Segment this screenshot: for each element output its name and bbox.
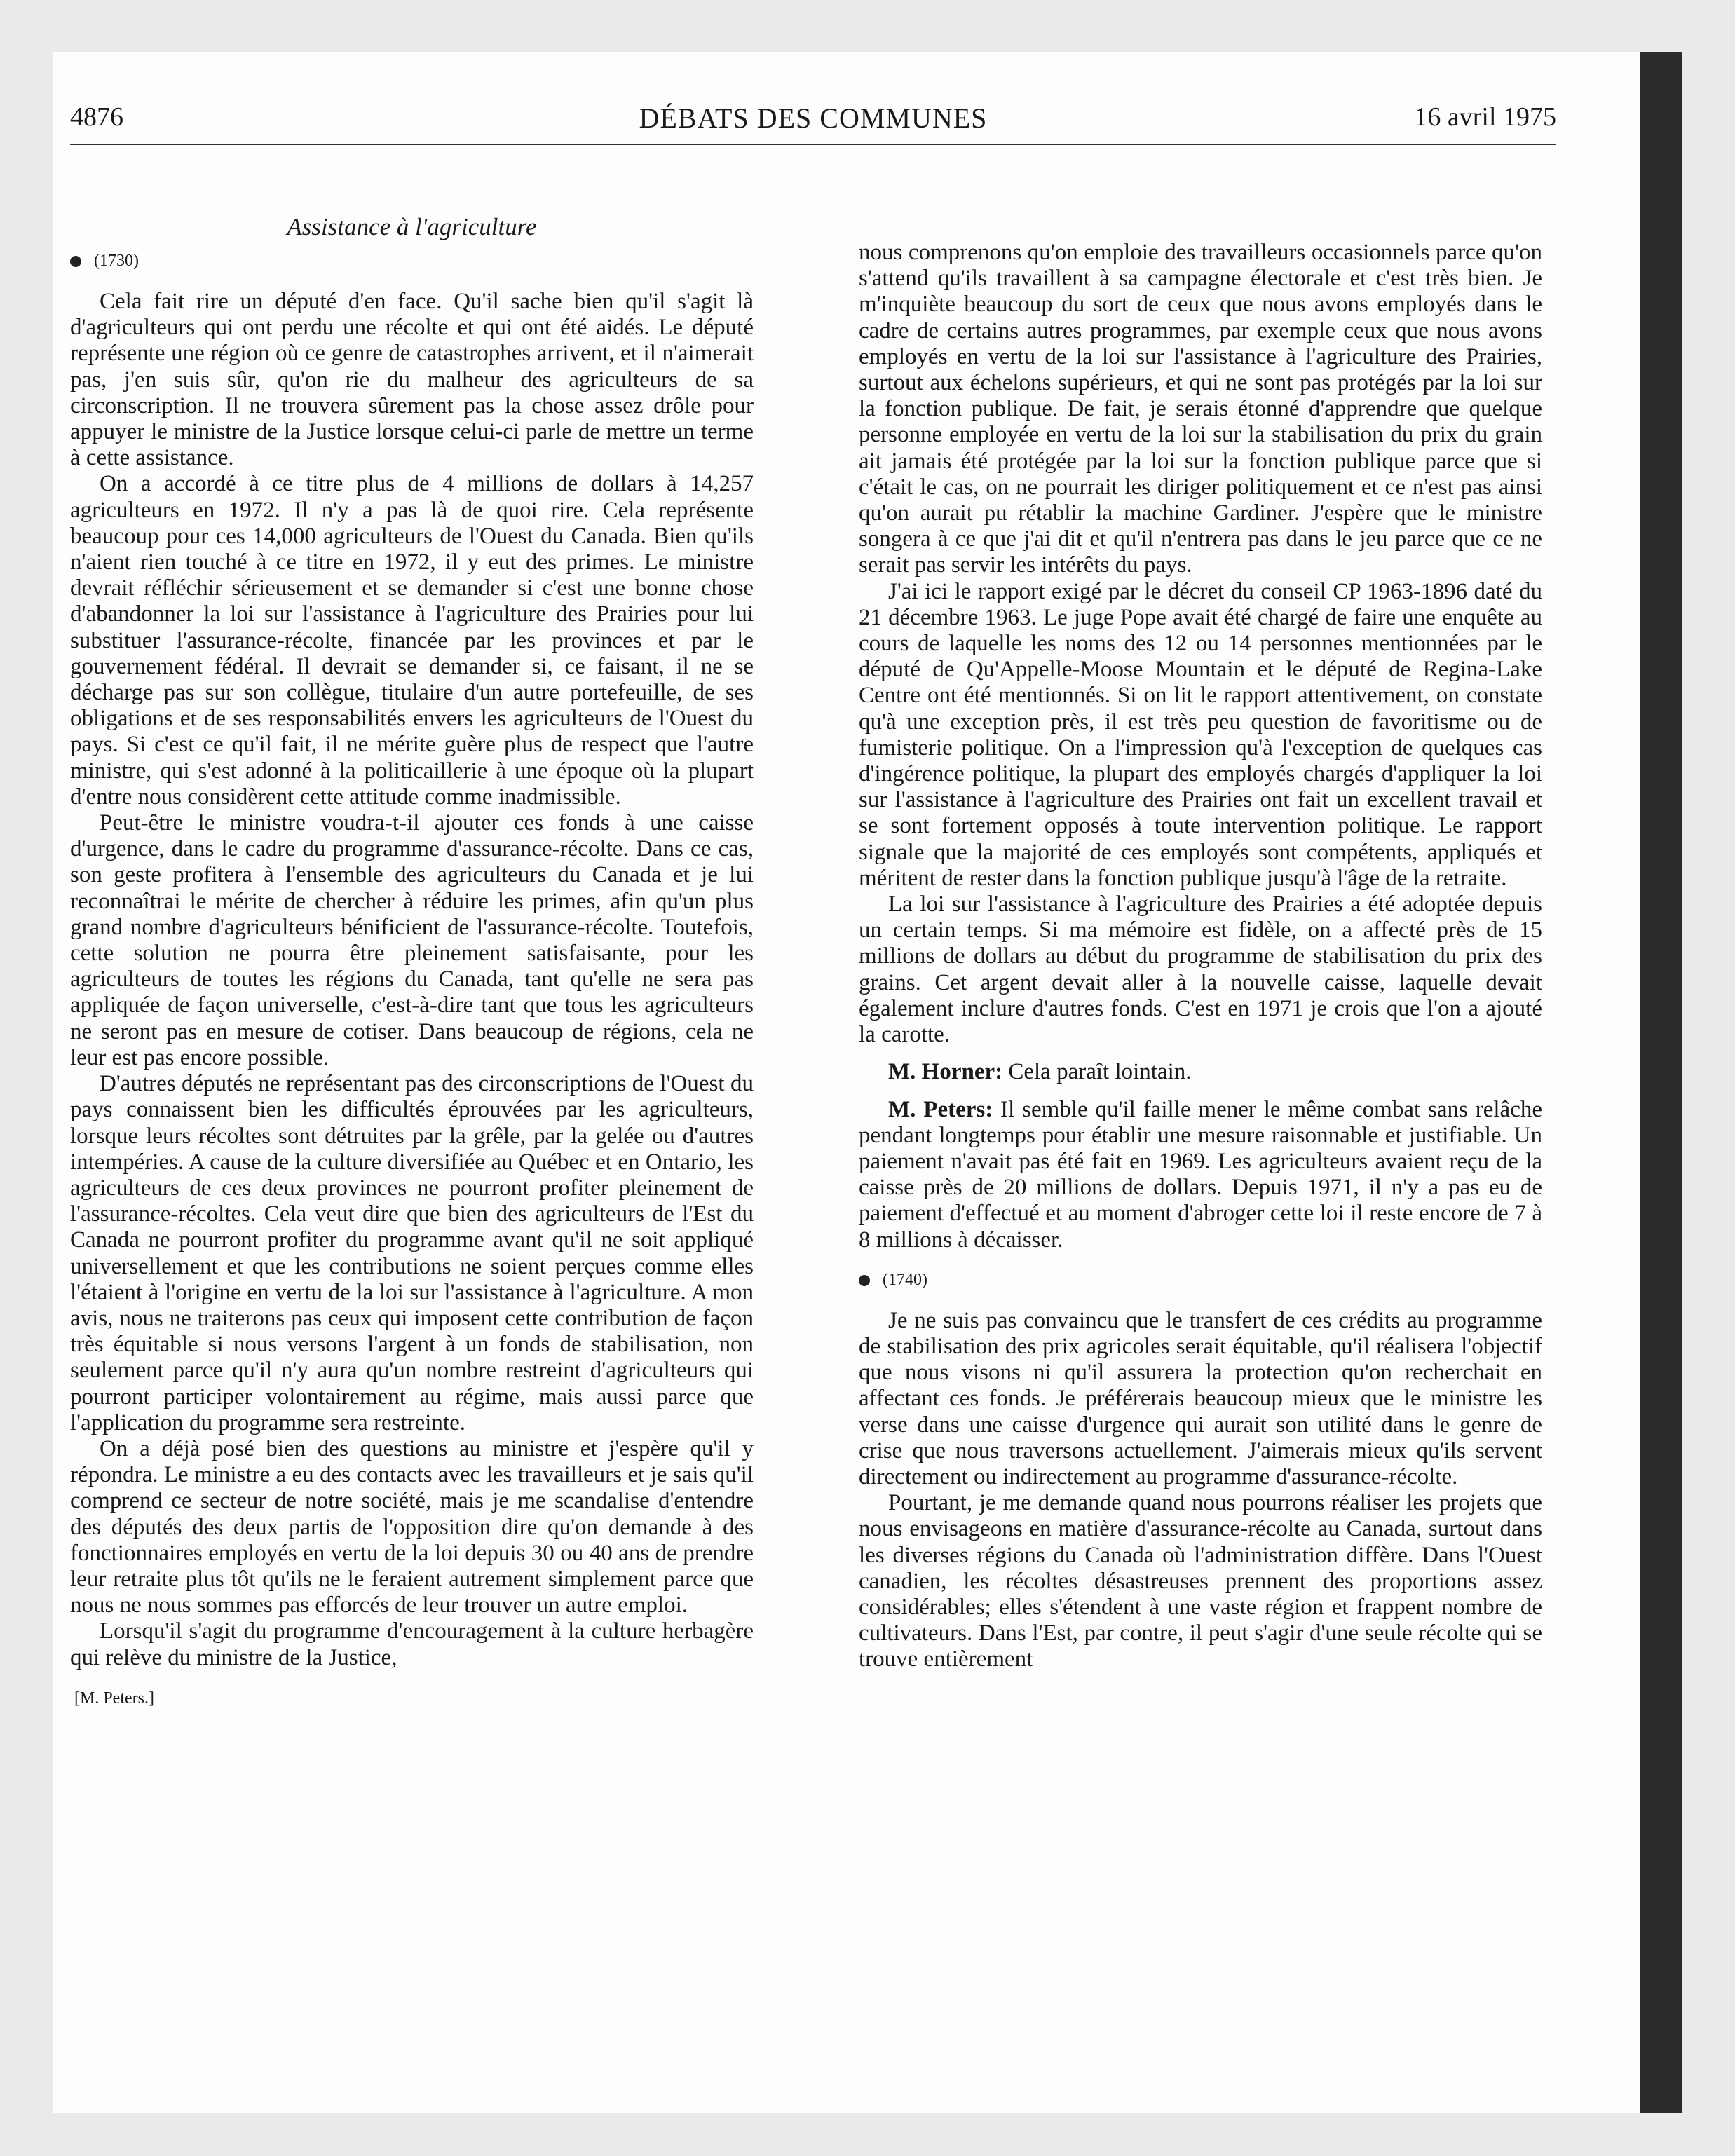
speech-text: Il semble qu'il faille mener le même combat sans relâche pendant longtemps pour établir une mesure raisonnable et justifiable. Un paiement n'avait pas été fait en 1969. Les agriculteurs avaient reçu de la caisse près de 20 millions de dollars. Depuis 1971, il n'y a pas eu de paiement d'effectué et au moment d'abroger cette loi il reste encore de 7 à 8 millions à décaisser.: [859, 1096, 1542, 1253]
time-marker: [859, 1267, 1542, 1292]
paragraph: On a déjà posé bien des questions au ministre et j'espère qu'il y répondra. Le ministre a eu des contacts avec les travailleurs et je sais qu'il comprend ce secteur de notre société, mais je me scandalise d'entendre des députés des deux partis de l'opposition dire qu'on demande à des fonctionnaires employés en vertu de la loi depuis 30 ou 40 ans de prendre leur retraite plus tôt qu'ils ne le feraient autrement simplement parce que nous ne nous sommes pas efforcés de leur trouver un autre emploi.: [70, 1435, 754, 1618]
speaker-signature: [M. Peters.]: [74, 1688, 154, 1707]
paragraph: Lorsqu'il s'agit du programme d'encouragement à la culture herbagère qui relève du ministre de la Justice,: [70, 1618, 754, 1670]
publication-date: 16 avril 1975: [1414, 102, 1556, 132]
page-number: 4876: [70, 102, 123, 132]
time-marker-text: (1740): [883, 1270, 927, 1289]
left-column: [70, 248, 754, 1708]
paragraph: J'ai ici le rapport exigé par le décret du conseil CP 1963-1896 daté du 21 décembre 1963. Le juge Pope avait été chargé de faire une enquête au cours de laquelle les noms des 12 ou 14 personnes mentionnées par le député de Qu'Appelle-Moose Mountain et le député de Regina-Lake Centre ont été mentionnés. Si on lit le rapport attentivement, on constate qu'à une exception près, il est très peu question de favoritisme ou de fumisterie politique. On a l'impression qu'à l'exception de quelques cas d'ingérence politique, la plupart des employés chargés d'appliquer la loi sur l'assistance à l'agriculture des Prairies ont fait un excellent travail et se sont fortement opposés à toute intervention politique. Le rapport signale que la majorité de ces employés sont compétents, appliqués et méritent de rester dans la fonction publique jusqu'à l'âge de la retraite.: [859, 578, 1542, 891]
paragraph: nous comprenons qu'on emploie des travailleurs occasionnels parce qu'on s'attend qu'ils travaillent à sa campagne électorale et c'est très bien. Je m'inquiète beaucoup du sort de ceux que nous avons employés dans le cadre de certains autres programmes, par exemple ceux que nous avons employés en vertu de la loi sur l'assistance à l'agriculture des Prairies, surtout aux échelons supérieurs, et qui ne sont pas protégés par la loi sur la fonction publique. De fait, je serais étonné d'apprendre que quelque personne employée en vertu de la loi sur la stabilisation du prix du grain ait jamais été protégée par la loi sur la fonction publique parce que si c'était le cas, on ne pourrait les diriger politiquement et ce n'est pas ainsi qu'on aurait pu rétablir la machine Gardiner. J'espère que le ministre songera à ce que j'ai dit et qu'il n'entrera pas dans le jeu parce que ce ne serait pas servir les intérêts du pays.: [859, 240, 1542, 578]
bullet-icon: [859, 1275, 870, 1286]
speaker-name: M. Peters:: [888, 1096, 993, 1122]
paragraph: Pourtant, je me demande quand nous pourrons réaliser les projets que nous envisageons en matière d'assurance-récolte au Canada, surtout dans les diverses régions du Canada où l'administration diffère. Dans l'Ouest canadien, les récoltes désastreuses prennent des proportions assez considérables; elles s'étendent à une vaste région et frappent nombre de cultivateurs. Dans l'Est, par contre, il peut s'agir d'une seule récolte qui se trouve entièrement: [859, 1490, 1542, 1672]
page-header: [70, 102, 1556, 145]
paragraph: Cela fait rire un député d'en face. Qu'il sache bien qu'il s'agit là d'agriculteurs qui ont perdu une récolte et qui ont été aidés. Le député représente une région où ce genre de catastrophes arrivent, et il n'aimerait pas, j'en suis sûr, qu'on rie du malheur des agriculteurs de sa circonscription. Il ne trouvera sûrement pas la chose assez drôle pour appuyer le ministre de la Justice lorsque celui-ci parle de mettre un terme à cette assistance.: [70, 289, 754, 471]
speech-text: Cela paraît lointain.: [1008, 1059, 1192, 1085]
right-column: [859, 240, 1542, 1673]
speech-horner: [859, 1059, 1542, 1085]
scan-edge-shadow: [1640, 52, 1682, 2113]
speaker-name: M. Horner:: [888, 1059, 1003, 1085]
bullet-icon: [70, 256, 81, 267]
paragraph: Je ne suis pas convaincu que le transfert de ces crédits au programme de stabilisation des prix agricoles serait équitable, qu'il réalisera l'objectif que nous visons ni qu'il assurera la protection qu'on recherchait en affectant ces fonds. Je préférerais beaucoup mieux que le ministre les verse dans une caisse d'urgence qui aurait son utilité dans le genre de crise que nous traversons actuellement. J'aimerais mieux qu'ils servent directement ou indirectement au programme d'assurance-récolte.: [859, 1307, 1542, 1489]
paragraph: D'autres députés ne représentant pas des circonscriptions de l'Ouest du pays connaissent bien les difficultés éprouvées par les agriculteurs, lorsque leurs récoltes sont détruites par la grêle, par la gelée ou d'autres intempéries. A cause de la culture diversifiée au Québec et en Ontario, les agriculteurs de ces deux provinces ne pourront profiter pleinement de l'assurance-récoltes. Cela veut dire que bien des agriculteurs de l'Est du Canada ne pourront profiter du programme avant qu'il ne soit appliqué universellement et que les contributions ne soient perçues comme elles l'étaient à l'origine en vertu de la loi sur l'assistance à l'agriculture. A mon avis, nous ne traiterons pas ceux qui imposent cette contribution de façon très équitable si nous versons l'argent à un fonds de stabilisation, non seulement parce qu'il n'y aura qu'un nombre restreint d'agriculteurs qui pourront participer volontairement au régime, mais aussi parce que l'application du programme sera restreinte.: [70, 1071, 754, 1435]
paragraph: On a accordé à ce titre plus de 4 millions de dollars à 14,257 agriculteurs en 1972. Il n'y a pas là de quoi rire. Cela représente beaucoup pour ces 14,000 agriculteurs de l'Ouest du Canada. Bien qu'ils n'aient rien touché à ce titre en 1972, il y eut des primes. Le ministre devrait réfléchir sérieusement et se demander si c'est une bonne chose d'abandonner la loi sur l'assistance à l'agriculture des Prairies pour lui substituer l'assurance-récolte, financée par les provinces et par le gouvernement fédéral. Il devrait se demander si, ce faisant, il ne se décharge pas sur son collègue, titulaire d'un autre portefeuille, de ses obligations et de ses responsabilités envers les agriculteurs de l'Ouest du pays. Si c'est ce qu'il fait, il ne mérite guère plus de respect que l'autre ministre, qui s'est adonné à la politicaillerie à une époque où la plupart d'entre nous considèrent cette attitude comme inadmissible.: [70, 471, 754, 810]
speech-peters: [859, 1097, 1542, 1253]
section-heading: Assistance à l'agriculture: [287, 213, 537, 240]
time-marker: [70, 248, 754, 273]
journal-title: DÉBATS DES COMMUNES: [639, 102, 988, 134]
paragraph: La loi sur l'assistance à l'agriculture des Prairies a été adoptée depuis un certain temps. Si ma mémoire est fidèle, on a affecté près de 15 millions de dollars au début du programme de stabilisation du prix des grains. Cet argent devait aller à la nouvelle caisse, laquelle devait également inclure d'autres fonds. C'est en 1971 je crois que l'on a ajouté la carotte.: [859, 892, 1542, 1048]
time-marker-text: (1730): [94, 252, 139, 270]
paragraph: Peut-être le ministre voudra-t-il ajouter ces fonds à une caisse d'urgence, dans le cadre du programme d'assurance-récolte. Dans ce cas, son geste profitera à l'ensemble des agriculteurs du Canada et je lui reconnaîtrai le mérite de chercher à réduire les primes, afin qu'un plus grand nombre d'agriculteurs bénificient de l'assurance-récolte. Toutefois, cette solution ne pourra être pleinement satisfaisante, pour les agriculteurs de toutes les régions du Canada, tant qu'elle ne sera pas appliquée de façon universelle, c'est-à-dire tant que tous les agriculteurs ne seront pas en mesure de cotiser. Dans beaucoup de régions, cela ne leur est pas encore possible.: [70, 810, 754, 1070]
